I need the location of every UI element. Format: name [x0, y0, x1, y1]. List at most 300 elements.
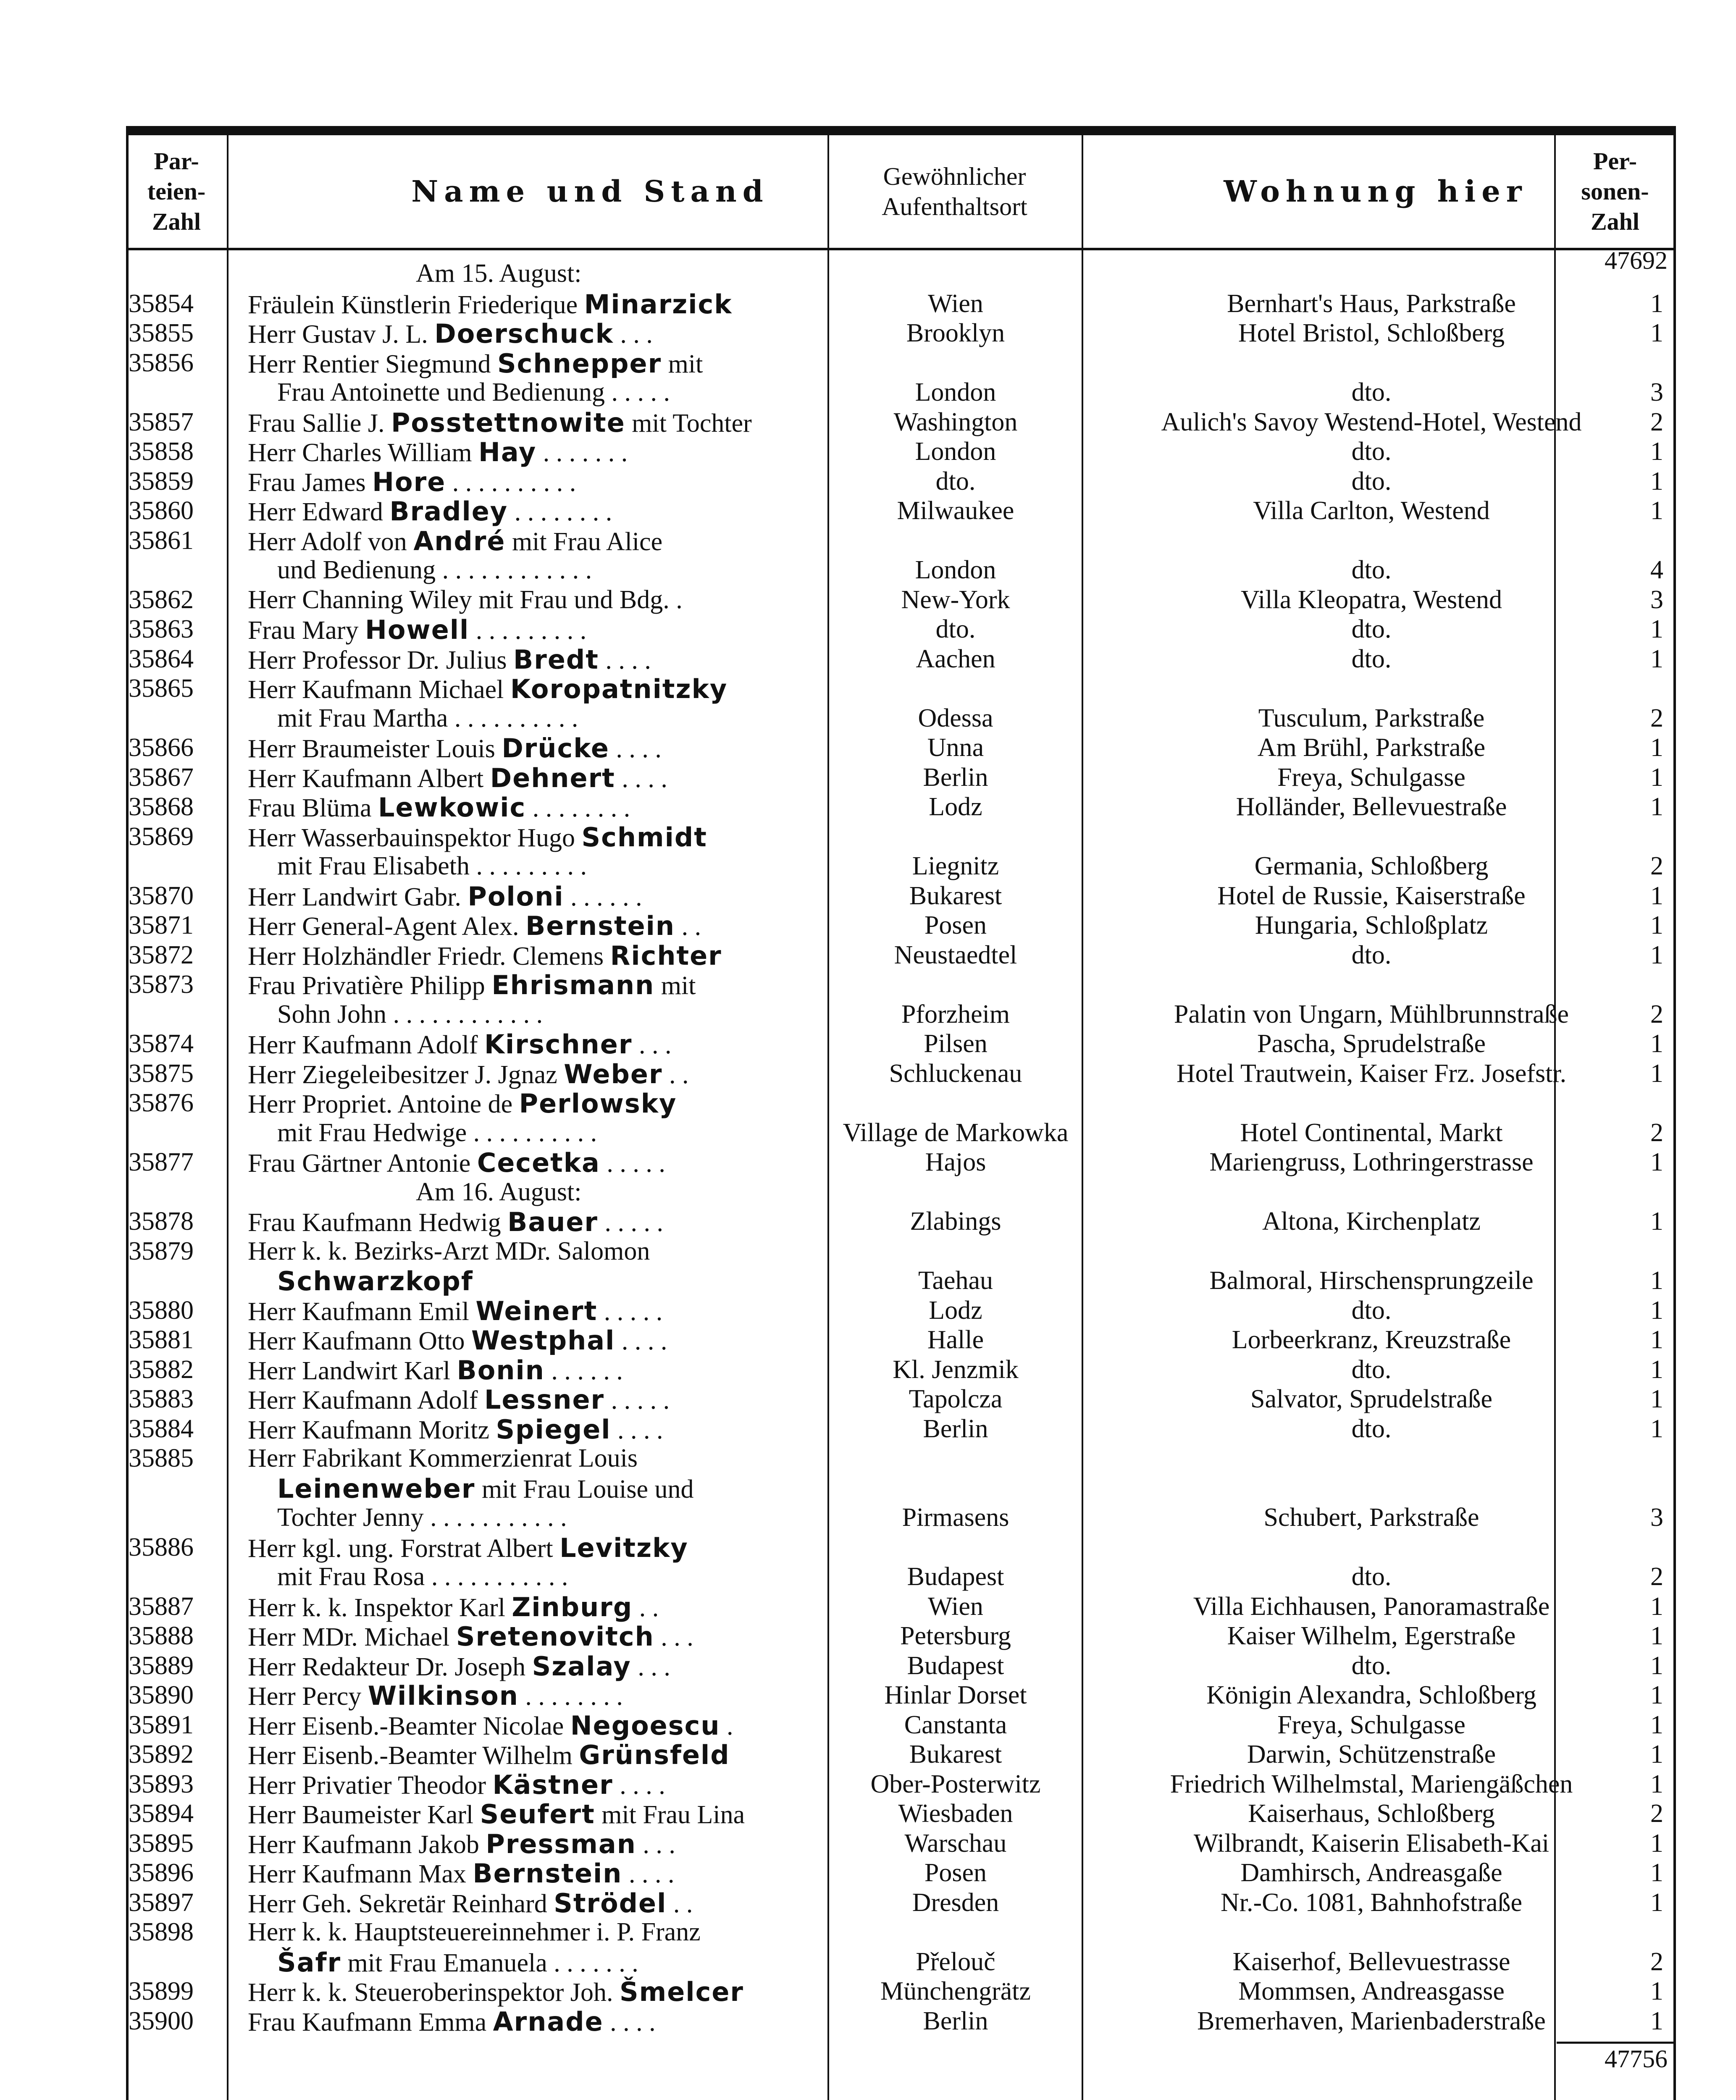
party-number: 35886 — [129, 1533, 194, 1562]
lodging-address: dto. — [1351, 1355, 1392, 1384]
person-count: 1 — [1650, 615, 1663, 644]
party-number: 35897 — [129, 1888, 194, 1917]
party-number: 35864 — [129, 644, 194, 673]
person-count: 1 — [1650, 1888, 1663, 1917]
guest-surname: Šafr — [277, 1947, 341, 1978]
lodging-address: Lorbeerkranz, Kreuzstraße — [1232, 1326, 1511, 1354]
guest-surname: Bredt — [513, 644, 599, 675]
party-number: 35887 — [129, 1592, 194, 1621]
home-town: Münchengrätz — [880, 1977, 1031, 2006]
guest-surname: Weinert — [475, 1295, 598, 1326]
person-count: 1 — [1650, 1858, 1663, 1887]
guest-name: Frau Sallie J. Posstettnowite mit Tochter — [248, 407, 752, 438]
party-number: 35900 — [129, 2006, 194, 2035]
guest-surname: Bernstein — [525, 911, 675, 942]
person-count: 1 — [1650, 644, 1663, 673]
person-count: 1 — [1650, 1651, 1663, 1680]
party-number: 35879 — [129, 1236, 194, 1265]
guest-name-continued: mit Frau Martha . . . . . . . . . . — [277, 704, 578, 732]
guest-name: Herr General-Agent Alex. Bernstein . . — [248, 911, 701, 942]
person-count: 1 — [1650, 1207, 1663, 1236]
lodging-address: Am Brühl, Parkstraße — [1257, 733, 1486, 762]
page — [126, 126, 1676, 2100]
home-town: Schluckenau — [889, 1059, 1022, 1088]
party-number: 35889 — [129, 1651, 194, 1680]
party-number: 35892 — [129, 1740, 194, 1769]
person-count: 1 — [1650, 1681, 1663, 1710]
home-town: Tapolcza — [909, 1385, 1003, 1414]
party-number: 35872 — [129, 940, 194, 969]
lodging-address: Villa Carlton, Westend — [1253, 496, 1490, 525]
lodging-address: Villa Kleopatra, Westend — [1241, 585, 1502, 614]
person-count: 3 — [1650, 1503, 1663, 1532]
guest-name: Herr Holzhändler Friedr. Clemens Richter — [248, 940, 722, 971]
guest-surname: Richter — [610, 940, 722, 971]
total-rule — [1557, 2042, 1673, 2044]
home-town: Pilsen — [924, 1029, 987, 1058]
guest-surname: Minarzick — [584, 289, 733, 320]
guest-name: Frau Blüma Lewkowic . . . . . . . . — [248, 792, 630, 823]
lodging-address: Palatin von Ungarn, Mühlbrunnstraße — [1174, 1000, 1569, 1029]
party-number: 35893 — [129, 1769, 194, 1798]
guest-surname: Kästner — [492, 1769, 613, 1800]
lodging-address: Villa Eichhausen, Panoramastraße — [1193, 1592, 1550, 1621]
guest-name: Herr MDr. Michael Sretenovitch . . . — [248, 1621, 693, 1652]
guest-surname: Ehrismann — [491, 970, 655, 1001]
guest-surname: Lessner — [484, 1384, 605, 1415]
guest-surname: Levitzky — [559, 1532, 688, 1563]
section-date: Am 16. August: — [416, 1177, 582, 1206]
home-town: Petersburg — [900, 1622, 1011, 1651]
guest-name: Herr Percy Wilkinson . . . . . . . . — [248, 1680, 623, 1712]
lodging-address: Balmoral, Hirschensprungzeile — [1209, 1266, 1534, 1295]
guest-name: Herr Eisenb.-Beamter Wilhelm Grünsfeld — [248, 1740, 730, 1771]
guest-name-continued: Leinenweber mit Frau Louise und — [277, 1473, 694, 1504]
guest-name: Herr Gustav J. L. Doerschuck . . . — [248, 318, 653, 349]
lodging-address: Altona, Kirchenplatz — [1262, 1207, 1481, 1236]
lodging-address: Kaiserhof, Bellevuestrasse — [1232, 1947, 1510, 1976]
guest-name: Herr Fabrikant Kommerzienrat Louis — [248, 1444, 638, 1473]
carry-out-total: 47756 — [1605, 2045, 1668, 2073]
home-town: Pforzheim — [901, 1000, 1010, 1029]
person-count: 1 — [1650, 1769, 1663, 1798]
person-count: 3 — [1650, 378, 1663, 407]
guest-surname: Weber — [564, 1058, 663, 1089]
lodging-address: Hotel de Russie, Kaiserstraße — [1217, 881, 1526, 910]
table-header — [126, 135, 1676, 250]
person-count: 1 — [1650, 1710, 1663, 1739]
guest-surname: Negoescu — [570, 1710, 720, 1741]
home-town: Zlabings — [910, 1207, 1001, 1236]
lodging-address: dto. — [1351, 1562, 1392, 1591]
lodging-address: dto. — [1351, 1414, 1392, 1443]
home-town: Taehau — [918, 1266, 993, 1295]
person-count: 2 — [1650, 407, 1663, 436]
person-count: 1 — [1650, 1059, 1663, 1088]
home-town: Přelouč — [916, 1947, 995, 1976]
header-person-count: Per- sonen- Zahl — [1581, 147, 1649, 235]
guest-name-continued: mit Frau Rosa . . . . . . . . . . . — [277, 1562, 568, 1591]
guest-name: Herr Professor Dr. Julius Bredt . . . . — [248, 644, 651, 675]
guest-surname: Pressman — [486, 1828, 636, 1859]
guest-name: Herr Kaufmann Michael Koropatnitzky — [248, 674, 728, 705]
party-number: 35878 — [129, 1207, 194, 1236]
guest-name: Herr Redakteur Dr. Joseph Szalay . . . — [248, 1651, 670, 1682]
guest-name: Herr Kaufmann Albert Dehnert . . . . — [248, 762, 667, 793]
lodging-address: Germania, Schloßberg — [1254, 852, 1489, 881]
lodging-address: dto. — [1351, 1296, 1392, 1325]
guest-surname: Seufert — [480, 1799, 595, 1830]
party-number: 35896 — [129, 1858, 194, 1887]
person-count: 1 — [1650, 2006, 1663, 2035]
lodging-address: Wilbrandt, Kaiserin Elisabeth-Kai — [1193, 1829, 1550, 1858]
guest-name: Herr Ziegeleibesitzer J. Jgnaz Weber . . — [248, 1058, 689, 1089]
guest-name: Frau James Hore . . . . . . . . . . — [248, 466, 576, 497]
lodging-address: dto. — [1351, 940, 1392, 969]
guest-name-continued: Šafr mit Frau Emanuela . . . . . . . — [277, 1947, 638, 1978]
party-number: 35885 — [129, 1444, 194, 1473]
guest-surname: Perlowsky — [519, 1088, 677, 1119]
party-number: 35873 — [129, 970, 194, 999]
carry-in-total: 47692 — [1605, 247, 1668, 274]
person-count: 1 — [1650, 437, 1663, 466]
guest-surname: Kirschner — [484, 1029, 633, 1060]
home-town: Aachen — [916, 644, 995, 673]
guest-name-continued: und Bedienung . . . . . . . . . . . . — [277, 556, 592, 585]
home-town: London — [915, 437, 996, 466]
home-town: Unna — [927, 733, 984, 762]
home-town: London — [915, 556, 996, 585]
party-number: 35863 — [129, 615, 194, 644]
lodging-address: Hotel Continental, Markt — [1240, 1118, 1503, 1147]
lodging-address: Hotel Trautwein, Kaiser Frz. Josefstr. — [1176, 1059, 1567, 1088]
guest-name: Herr Kaufmann Adolf Kirschner . . . — [248, 1029, 672, 1060]
section-date: Am 15. August: — [416, 259, 582, 288]
party-number: 35898 — [129, 1918, 194, 1947]
person-count: 2 — [1650, 704, 1663, 732]
party-number: 35871 — [129, 911, 194, 940]
home-town: Hinlar Dorset — [884, 1681, 1027, 1710]
party-number: 35870 — [129, 881, 194, 910]
guest-name: Herr Kaufmann Otto Westphal . . . . — [248, 1325, 667, 1356]
guest-name: Herr Kaufmann Emil Weinert . . . . . — [248, 1295, 663, 1326]
guest-name: Fräulein Künstlerin Friederique Minarzick — [248, 289, 733, 320]
guest-name: Frau Privatière Philipp Ehrismann mit — [248, 970, 696, 1001]
party-number: 35899 — [129, 1977, 194, 2006]
party-number: 35881 — [129, 1326, 194, 1354]
guest-name: Herr Eisenb.-Beamter Nicolae Negoescu . — [248, 1710, 733, 1741]
lodging-address: Schubert, Parkstraße — [1263, 1503, 1479, 1532]
guest-surname: Koropatnitzky — [510, 674, 728, 705]
lodging-address: Bremerhaven, Marienbaderstraße — [1197, 2006, 1546, 2035]
lodging-address: Darwin, Schützenstraße — [1247, 1740, 1496, 1769]
home-town: Warschau — [904, 1829, 1007, 1858]
guest-surname: Arnade — [493, 2006, 604, 2037]
home-town: Posen — [924, 911, 987, 940]
guest-surname: Lewkowic — [378, 792, 526, 823]
lodging-address: dto. — [1351, 378, 1392, 407]
person-count: 2 — [1650, 1947, 1663, 1976]
guest-surname: Schmidt — [581, 822, 707, 853]
guest-surname: Bernstein — [473, 1858, 622, 1889]
home-town: Kl. Jenzmik — [893, 1355, 1019, 1384]
lodging-address: Tusculum, Parkstraße — [1258, 704, 1485, 732]
party-number: 35855 — [129, 319, 194, 348]
lodging-address: Freya, Schulgasse — [1277, 1710, 1465, 1739]
person-count: 1 — [1650, 467, 1663, 496]
party-number: 35875 — [129, 1059, 194, 1088]
guest-name: Herr Propriet. Antoine de Perlowsky — [248, 1088, 677, 1119]
lodging-address: Salvator, Sprudelstraße — [1250, 1385, 1493, 1414]
guest-name: Herr Privatier Theodor Kästner . . . . — [248, 1769, 665, 1800]
guest-name: Herr Charles William Hay . . . . . . . — [248, 437, 628, 468]
party-number: 35891 — [129, 1710, 194, 1739]
person-count: 1 — [1650, 1740, 1663, 1769]
party-number: 35882 — [129, 1355, 194, 1384]
lodging-address: Hungaria, Schloßplatz — [1255, 911, 1488, 940]
guest-name: Herr kgl. ung. Forstrat Albert Levitzky — [248, 1532, 688, 1563]
lodging-address: dto. — [1351, 437, 1392, 466]
guest-name: Frau Mary Howell . . . . . . . . . — [248, 614, 587, 646]
party-number: 35883 — [129, 1385, 194, 1414]
guest-name: Herr Rentier Siegmund Schnepper mit — [248, 348, 703, 379]
party-number: 35894 — [129, 1799, 194, 1828]
header-lodging: Wohnung hier — [1224, 174, 1528, 209]
guest-surname: Spiegel — [496, 1414, 611, 1445]
person-count: 4 — [1650, 556, 1663, 585]
guest-surname: André — [413, 525, 506, 556]
guest-surname: Wilkinson — [368, 1680, 519, 1712]
guest-name-continued: Tochter Jenny . . . . . . . . . . . — [277, 1503, 567, 1532]
guest-name: Frau Kaufmann Hedwig Bauer . . . . . — [248, 1207, 663, 1238]
person-count: 1 — [1650, 1592, 1663, 1621]
home-town: Berlin — [923, 2006, 988, 2035]
person-count: 1 — [1650, 793, 1663, 822]
lodging-address: Friedrich Wilhelmstal, Mariengäßchen — [1170, 1769, 1573, 1798]
person-count: 1 — [1650, 496, 1663, 525]
party-number: 35890 — [129, 1681, 194, 1710]
person-count: 1 — [1650, 319, 1663, 348]
guest-name: Herr Kaufmann Jakob Pressman . . . — [248, 1828, 675, 1859]
home-town: Lodz — [929, 1296, 982, 1325]
home-town: Lodz — [929, 793, 982, 822]
person-count: 1 — [1650, 1385, 1663, 1414]
party-number: 35869 — [129, 822, 194, 851]
guest-name: Herr Braumeister Louis Drücke . . . . — [248, 733, 662, 764]
party-number: 35877 — [129, 1148, 194, 1177]
home-town: Pirmasens — [902, 1503, 1009, 1532]
party-number: 35880 — [129, 1296, 194, 1325]
party-number: 35857 — [129, 407, 194, 436]
party-number: 35861 — [129, 526, 194, 555]
person-count: 1 — [1650, 881, 1663, 910]
guest-surname: Szalay — [532, 1651, 631, 1682]
guest-surname: Sretenovitch — [456, 1621, 654, 1652]
home-town: Bukarest — [909, 881, 1002, 910]
party-number: 35862 — [129, 585, 194, 614]
person-count: 1 — [1650, 1414, 1663, 1443]
person-count: 1 — [1650, 1296, 1663, 1325]
party-number: 35874 — [129, 1029, 194, 1058]
guest-name: Herr Landwirt Gabr. Poloni . . . . . . — [248, 881, 642, 912]
guest-surname: Cecetka — [477, 1147, 600, 1179]
home-town: Canstanta — [904, 1710, 1007, 1739]
party-number: 35876 — [129, 1089, 194, 1118]
lodging-address: Hotel Bristol, Schloßberg — [1238, 319, 1505, 348]
lodging-address: Freya, Schulgasse — [1277, 763, 1465, 792]
home-town: Dresden — [912, 1888, 999, 1917]
person-count: 1 — [1650, 1148, 1663, 1177]
guest-name: Herr Channing Wiley mit Frau und Bdg. . — [248, 585, 683, 614]
home-town: London — [915, 378, 996, 407]
guest-name-continued: Frau Antoinette und Bedienung . . . . . — [277, 378, 670, 407]
guest-name: Herr Baumeister Karl Seufert mit Frau Lina — [248, 1799, 745, 1830]
guest-name-continued: Sohn John . . . . . . . . . . . . — [277, 1000, 543, 1029]
lodging-address: Königin Alexandra, Schloßberg — [1206, 1681, 1536, 1710]
top-rule — [126, 126, 1676, 135]
guest-name: Herr k. k. Steueroberinspektor Joh. Šmelcer — [248, 1977, 744, 2008]
lodging-address: dto. — [1351, 644, 1392, 673]
person-count: 1 — [1650, 911, 1663, 940]
party-number: 35866 — [129, 733, 194, 762]
home-town: Bukarest — [909, 1740, 1002, 1769]
guest-surname: Doerschuck — [434, 318, 614, 349]
person-count: 2 — [1650, 1562, 1663, 1591]
header-name: Name und Stand — [411, 174, 769, 209]
person-count: 1 — [1650, 1029, 1663, 1058]
guest-surname: Poloni — [467, 881, 564, 912]
party-number: 35854 — [129, 289, 194, 318]
home-town: Wiesbaden — [898, 1799, 1013, 1828]
lodging-address: Mariengruss, Lothringerstrasse — [1209, 1148, 1534, 1177]
person-count: 1 — [1650, 1977, 1663, 2006]
guest-surname: Drücke — [502, 733, 609, 764]
guest-surname: Westphal — [471, 1325, 615, 1356]
guest-surname: Bauer — [507, 1207, 598, 1238]
guest-name: Herr Adolf von André mit Frau Alice — [248, 525, 663, 556]
home-town: Liegnitz — [912, 852, 999, 881]
person-count: 2 — [1650, 1000, 1663, 1029]
party-number: 35867 — [129, 763, 194, 792]
person-count: 1 — [1650, 1326, 1663, 1354]
party-number: 35860 — [129, 496, 194, 525]
home-town: Halle — [927, 1326, 984, 1354]
party-number: 35865 — [129, 674, 194, 703]
home-town: Odessa — [918, 704, 993, 732]
header-party-count: Par- teien- Zahl — [147, 147, 206, 235]
lodging-address: Mommsen, Andreasgasse — [1238, 1977, 1505, 2006]
guest-name: Herr Landwirt Karl Bonin . . . . . . — [248, 1354, 623, 1386]
guest-surname: Grünsfeld — [579, 1740, 730, 1771]
guest-surname: Hore — [372, 466, 446, 497]
person-count: 1 — [1650, 1266, 1663, 1295]
guest-surname: Bonin — [457, 1354, 545, 1386]
person-count: 1 — [1650, 1829, 1663, 1858]
home-town: Berlin — [923, 1414, 988, 1443]
person-count: 1 — [1650, 940, 1663, 969]
party-number: 35895 — [129, 1829, 194, 1858]
guest-name: Herr k. k. Bezirks-Arzt MDr. Salomon — [248, 1236, 650, 1265]
person-count: 2 — [1650, 852, 1663, 881]
lodging-address: Kaiser Wilhelm, Egerstraße — [1227, 1622, 1516, 1651]
home-town: New-York — [901, 585, 1010, 614]
guest-surname: Bradley — [389, 496, 508, 527]
column-rule — [227, 135, 228, 2100]
home-town: Berlin — [923, 763, 988, 792]
guest-surname: Schnepper — [497, 348, 662, 379]
person-count: 1 — [1650, 1622, 1663, 1651]
party-number: 35868 — [129, 793, 194, 822]
guest-name-continued: mit Frau Elisabeth . . . . . . . . . — [277, 852, 587, 881]
lodging-address: Holländer, Bellevuestraße — [1236, 793, 1507, 822]
home-town: Hajos — [925, 1148, 986, 1177]
guest-name: Herr Edward Bradley . . . . . . . . — [248, 496, 612, 527]
lodging-address: dto. — [1351, 615, 1392, 644]
party-number: 35859 — [129, 467, 194, 496]
home-town: Wien — [928, 289, 983, 318]
lodging-address: Aulich's Savoy Westend-Hotel, Westend — [1161, 407, 1582, 436]
person-count: 1 — [1650, 1355, 1663, 1384]
guest-name: Herr Wasserbauinspektor Hugo Schmidt — [248, 822, 707, 853]
home-town: Wien — [928, 1592, 983, 1621]
guest-surname: Šmelcer — [620, 1977, 744, 2008]
guest-name: Herr Geh. Sekretär Reinhard Strödel . . — [248, 1887, 693, 1919]
person-count: 1 — [1650, 289, 1663, 318]
party-number: 35858 — [129, 437, 194, 466]
home-town: Village de Markowka — [843, 1118, 1069, 1147]
lodging-address: Pascha, Sprudelstraße — [1257, 1029, 1486, 1058]
lodging-address: Nr.-Co. 1081, Bahnhofstraße — [1220, 1888, 1523, 1917]
guest-surname: Strödel — [554, 1887, 667, 1919]
party-number: 35856 — [129, 348, 194, 377]
home-town: Milwaukee — [897, 496, 1014, 525]
guest-surname: Howell — [365, 614, 470, 646]
home-town: Budapest — [907, 1562, 1004, 1591]
guest-surname: Hay — [478, 437, 537, 468]
home-town: Neustaedtel — [894, 940, 1017, 969]
lodging-address: dto. — [1351, 467, 1392, 496]
home-town: Budapest — [907, 1651, 1004, 1680]
home-town: Washington — [893, 407, 1018, 436]
guest-name: Herr Kaufmann Adolf Lessner . . . . . — [248, 1384, 670, 1415]
party-number: 35884 — [129, 1414, 194, 1443]
guest-name: Frau Gärtner Antonie Cecetka . . . . . — [248, 1147, 665, 1179]
column-rule — [1673, 135, 1676, 2100]
guest-surname: Posstettnowite — [391, 407, 625, 438]
lodging-address: dto. — [1351, 556, 1392, 585]
home-town: Brooklyn — [906, 319, 1005, 348]
guest-name: Herr k. k. Hauptsteuereinnehmer i. P. Franz — [248, 1918, 701, 1947]
guest-name: Herr Kaufmann Moritz Spiegel . . . . — [248, 1414, 663, 1445]
guest-surname: Dehnert — [490, 762, 615, 793]
lodging-address: Bernhart's Haus, Parkstraße — [1227, 289, 1516, 318]
header-residence: Gewöhnlicher Aufenthaltsort — [882, 163, 1027, 220]
home-town: Posen — [924, 1858, 987, 1887]
guest-name: Frau Kaufmann Emma Arnade . . . . — [248, 2006, 656, 2037]
person-count: 1 — [1650, 733, 1663, 762]
person-count: 2 — [1650, 1118, 1663, 1147]
person-count: 3 — [1650, 585, 1663, 614]
person-count: 2 — [1650, 1799, 1663, 1828]
lodging-address: Kaiserhaus, Schloßberg — [1248, 1799, 1495, 1828]
guest-name-continued: mit Frau Hedwige . . . . . . . . . . — [277, 1118, 597, 1147]
guest-name: Herr k. k. Inspektor Karl Zinburg . . — [248, 1591, 659, 1622]
party-number: 35888 — [129, 1622, 194, 1651]
home-town: Ober-Posterwitz — [870, 1769, 1041, 1798]
guest-surname: Leinenweber — [277, 1473, 475, 1504]
lodging-address: Damhirsch, Andreasgaße — [1240, 1858, 1502, 1887]
person-count: 1 — [1650, 763, 1663, 792]
